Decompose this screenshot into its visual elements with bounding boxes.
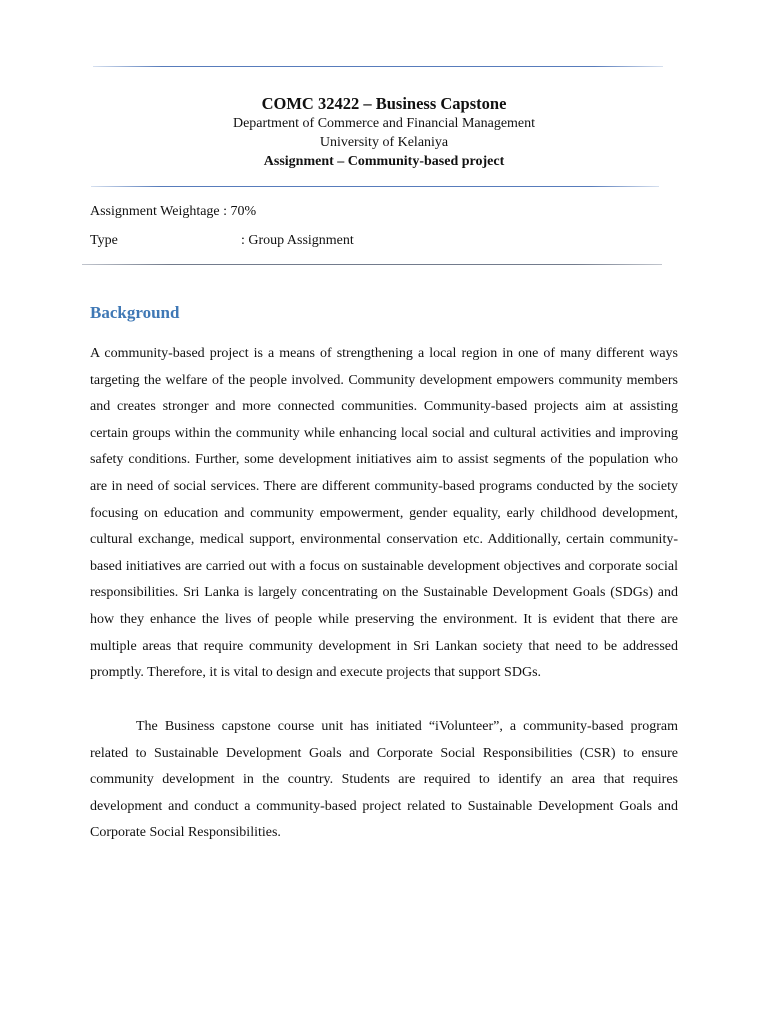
department-line: Department of Commerce and Financial Management (232, 116, 536, 131)
type-row (90, 233, 354, 249)
meta-divider (82, 264, 662, 265)
weightage-row (90, 204, 256, 220)
type-value: : Group Assignment (241, 233, 354, 248)
university-line: University of Kelaniya (319, 135, 449, 150)
background-paragraph-1: A community-based project is a means of strengthening a local region in one of many different ways targeting the welfare of the people involved. Community development empowers community members and creates stronger and more connected communities. Community-based projects aim at assisting certain groups within the community while enhancing local social and cultural activities and improving safety conditions. Further, some development initiatives aim to assist segments of the population who are in need of social services. There are different community-based programs conducted by the society focusing on education and community empowerment, gender equality, early childhood development, cultural exchange, medical support, environmental conservation etc. Additionally, certain community-based initiatives are carried out with a focus on sustainable development objectives and corporate social responsibilities. Sri Lanka is largely concentrating on the Sustainable Development Goals (SDGs) and how they enhance the lives of people while preserving the environment. It is evident that there are multiple areas that require community development in Sri Lankan society that need to be addressed promptly. Therefore, it is vital to design and execute projects that support SDGs. (90, 346, 678, 681)
top-divider (93, 66, 663, 67)
header-divider (91, 186, 659, 187)
section-heading-background: Background (90, 303, 180, 322)
weightage-label: Assignment Weightage : 70% (90, 204, 257, 219)
type-label: Type (90, 233, 118, 248)
course-title: COMC 32422 – Business Capstone (261, 94, 507, 113)
assignment-title: Assignment – Community-based project (263, 154, 505, 169)
background-paragraph-2: The Business capstone course unit has initiated “iVolunteer”, a community-based program related to Sustainable Development Goals and Corporate Social Responsibilities (CSR) to ensure community development in the country. Students are required to identify an area that requires development and conduct a community-based project related to Sustainable Development Goals and Corporate Social Responsibilities. (90, 719, 678, 841)
